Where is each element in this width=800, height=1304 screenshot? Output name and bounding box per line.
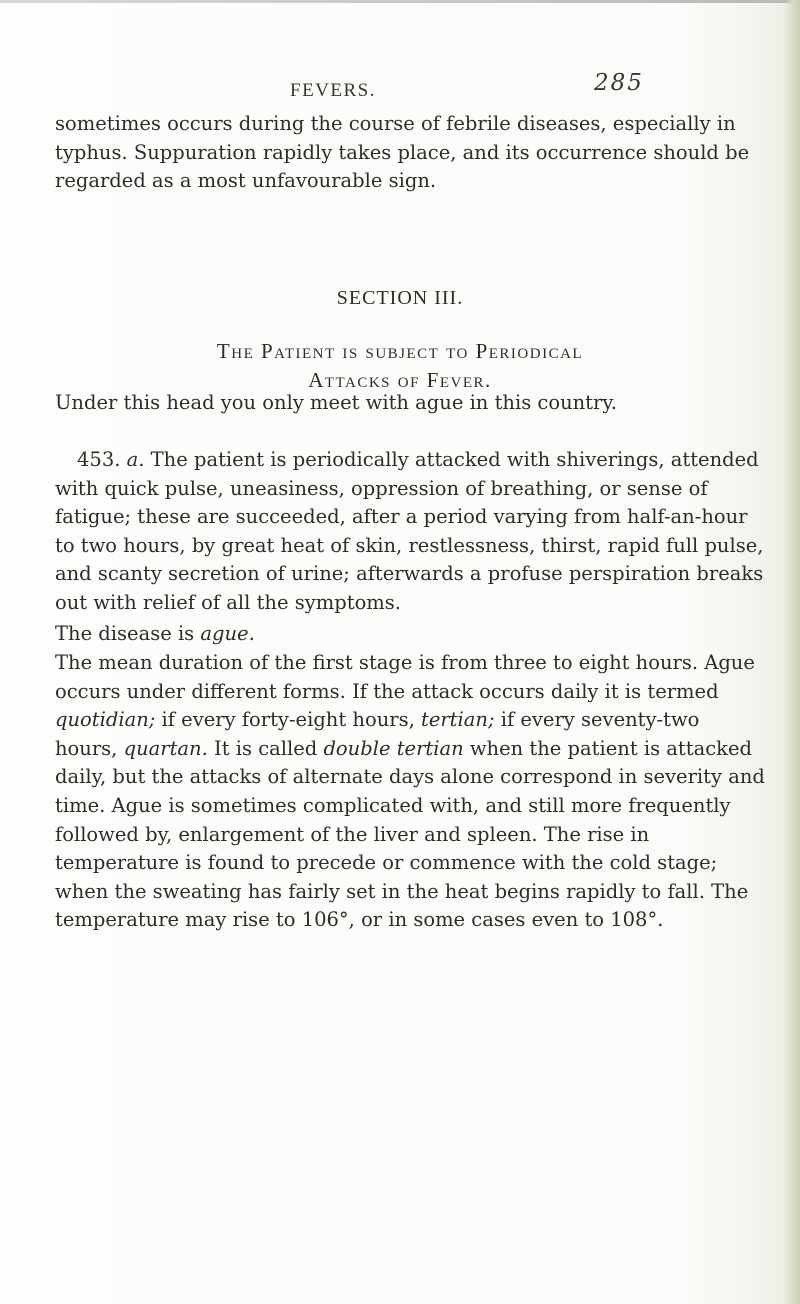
- section-title: [0, 337, 800, 395]
- forms-text-e: when the patient is attacked daily, but the attacks of alternate days alone correspond in severity and time. Ague is sometimes complicated with, and still more frequently followed by, enlargement of the liver and spleen. The rise in temperature is found to precede or commence with the cold stage; when the sweating has fairly set in the heat begins rapidly to fall. The temperature may rise to 106°, or in some cases even to 108°.: [55, 736, 765, 932]
- section-title-line-2: Attacks of Fever.: [308, 368, 492, 392]
- paragraph-forms: [55, 649, 765, 935]
- forms-text-b: if every forty-eight hours,: [161, 708, 415, 732]
- term-ague: ague.: [200, 622, 255, 645]
- term-double-tertian: double tertian: [323, 736, 464, 760]
- section-title-line-1: The Patient is subject to Periodical: [216, 339, 584, 363]
- paragraph-number: 453.: [77, 448, 121, 471]
- paragraph-disease: [55, 620, 765, 649]
- running-head: FEVERS.: [290, 80, 376, 101]
- paragraph-intro: Under this head you only meet with ague in this country.: [55, 391, 617, 414]
- forms-text-a: The mean duration of the first stage is from three to eight hours. Ague occurs under different forms. If the attack occurs daily it is termed: [55, 651, 755, 703]
- top-border-rule: [0, 0, 800, 3]
- page-number: 285: [594, 70, 644, 96]
- forms-text-d: It is called: [214, 736, 318, 760]
- paragraph-letter: a.: [126, 448, 145, 471]
- term-quartan: quartan.: [123, 736, 208, 760]
- page-edge-shadow: [784, 0, 800, 1304]
- term-quotidian: quotidian;: [55, 708, 156, 732]
- paragraph-continuation: sometimes occurs during the course of febrile diseases, especially in typhus. Suppuration rapidly takes place, and its occurrence should be regarded as a most unfavourable sign.: [55, 112, 750, 193]
- disease-lead-text: The disease is: [55, 622, 195, 645]
- paragraph-453-text: The patient is periodically attacked with shiverings, attended with quick pulse, uneasiness, oppression of breathing, or sense of fatigue; these are succeeded, after a period varying from half-an-hour to two hours, by great heat of skin, restlessness, thirst, rapid full pulse, and scanty secretion of urine; afterwards a profuse perspiration breaks out with relief of all the symptoms.: [55, 448, 764, 614]
- paragraph-453: [55, 446, 765, 618]
- term-tertian: tertian;: [420, 708, 495, 732]
- forms-text-c: if every seventy-two hours,: [55, 708, 700, 760]
- section-heading: SECTION III.: [336, 287, 464, 309]
